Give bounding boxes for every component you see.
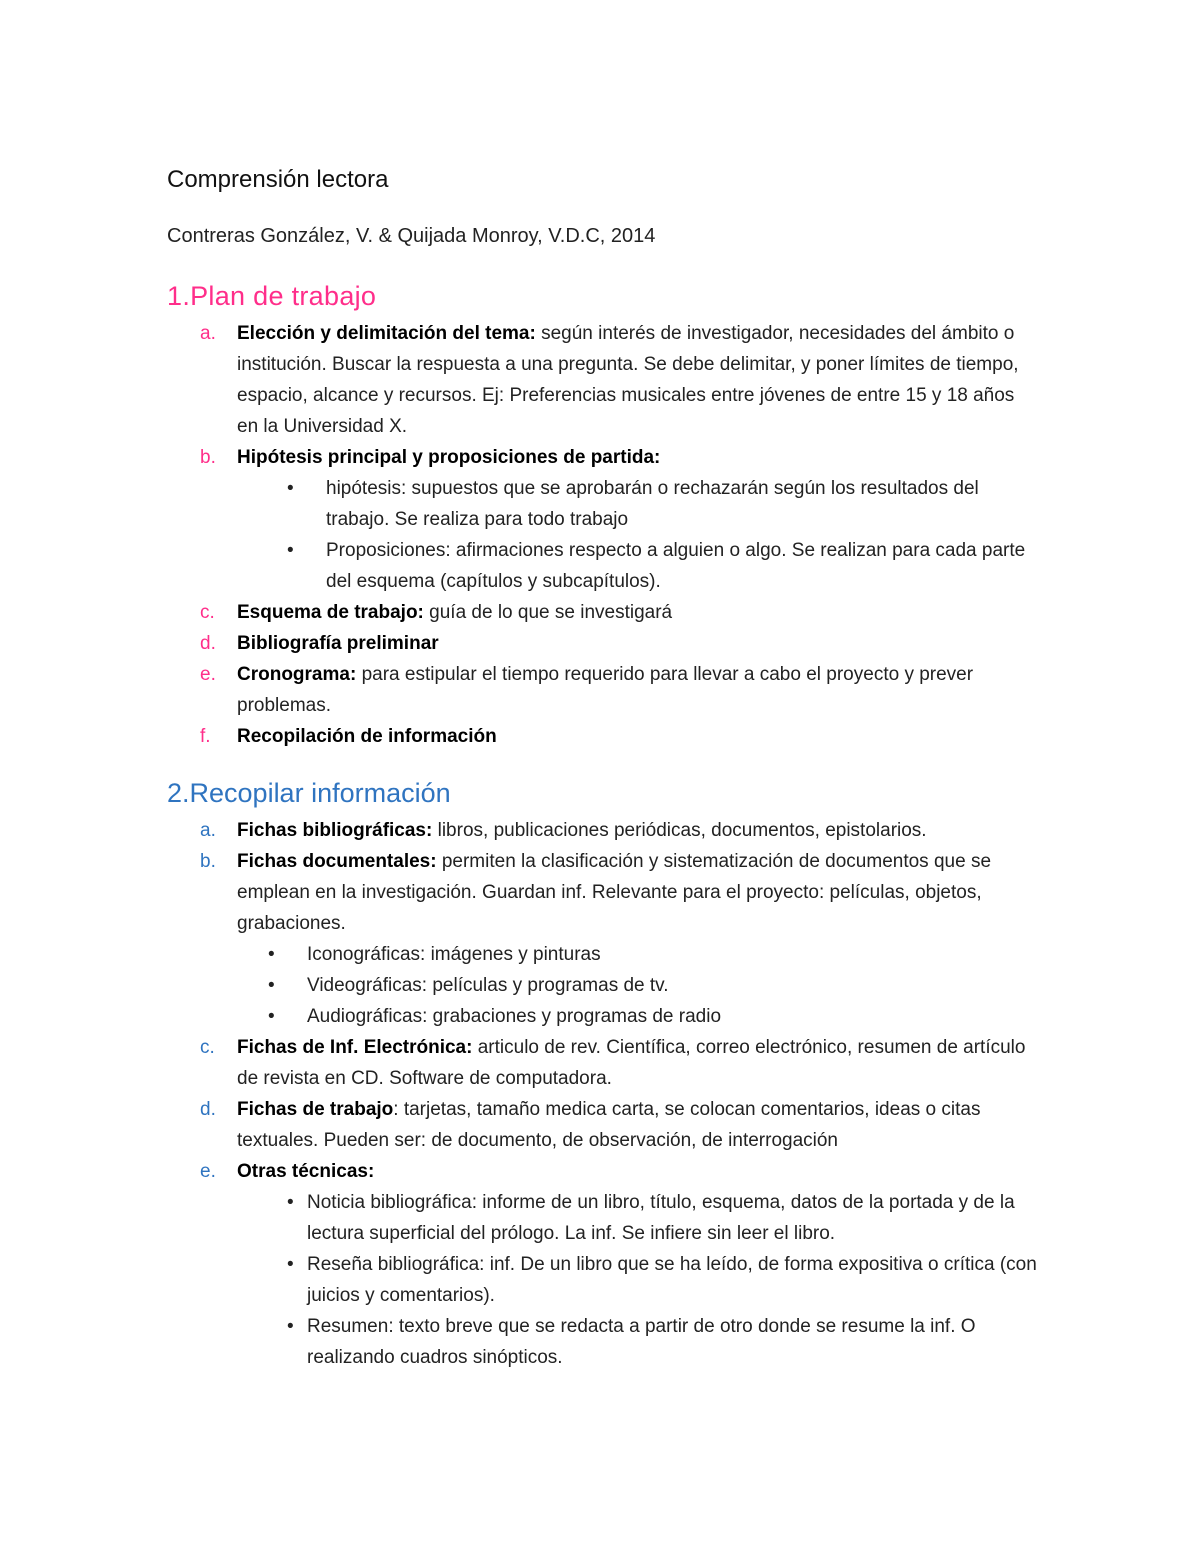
item-description: permiten la clasificación y sistematización de documentos que se emplean en la investigación. Guardan inf. Relevante para el proyecto: películas, objetos, grabaciones.	[237, 851, 992, 934]
item-description: libros, publicaciones periódicas, documentos, epistolarios.	[432, 820, 927, 841]
bullet-dot-icon: •	[287, 1254, 294, 1275]
list-item	[0, 846, 1200, 939]
list-item	[0, 721, 1200, 752]
item-term: Recopilación de información	[237, 726, 497, 747]
list-item	[0, 442, 1200, 473]
bullet-item	[0, 1249, 1200, 1311]
item-description: guía de lo que se investigará	[423, 602, 673, 623]
list-marker: d.	[200, 633, 216, 654]
list-marker: c.	[200, 1037, 215, 1058]
bullet-item	[0, 939, 1200, 970]
list-item	[0, 815, 1200, 846]
list-item	[0, 1032, 1200, 1094]
bullet-text: Resumen: texto breve que se redacta a partir de otro donde se resume la inf. O realizando cuadros sinópticos.	[307, 1316, 976, 1368]
list-marker: c.	[200, 602, 215, 623]
section-2-heading: 2.Recopilar información	[167, 778, 451, 808]
list-item	[0, 318, 1200, 442]
item-term: Elección y delimitación del tema:	[237, 323, 536, 344]
list-marker: a.	[200, 820, 216, 841]
item-description: para estipular el tiempo requerido para llevar a cabo el proyecto y prever problemas.	[237, 664, 974, 716]
item-term: Fichas de trabajo	[237, 1099, 394, 1120]
item-term: Hipótesis principal y proposiciones de partida:	[237, 447, 661, 468]
bullet-dot-icon: •	[287, 1192, 294, 1213]
document-title: Comprensión lectora	[167, 166, 389, 193]
item-term: Fichas documentales:	[237, 851, 437, 872]
bullet-item	[0, 1311, 1200, 1373]
item-term: Otras técnicas:	[237, 1161, 375, 1182]
bullet-text: Iconográficas: imágenes y pinturas	[307, 944, 601, 965]
bullet-dot-icon: •	[268, 944, 275, 965]
item-description: : tarjetas, tamaño medica carta, se colocan comentarios, ideas o citas textuales. Pueden ser: de documento, de observación, de interrogación	[237, 1099, 981, 1151]
item-term: Cronograma:	[237, 664, 357, 685]
bullet-dot-icon: •	[287, 540, 294, 561]
list-marker: f.	[200, 726, 211, 747]
list-marker: b.	[200, 447, 216, 468]
bullet-text: Audiográficas: grabaciones y programas de radio	[307, 1006, 722, 1027]
list-item	[0, 597, 1200, 628]
bullet-item	[0, 1001, 1200, 1032]
section-1-list	[0, 318, 1200, 752]
bullet-item	[0, 970, 1200, 1001]
list-marker: a.	[200, 323, 216, 344]
list-marker: e.	[200, 1161, 216, 1182]
bullet-text: Videográficas: películas y programas de tv.	[307, 975, 669, 996]
list-marker: d.	[200, 1099, 216, 1120]
bullet-text: hipótesis: supuestos que se aprobarán o rechazarán según los resultados del trabajo. Se realiza para todo trabajo	[326, 478, 979, 530]
item-description: articulo de rev. Científica, correo electrónico, resumen de artículo de revista en CD. Software de computadora.	[237, 1037, 1026, 1089]
bullet-dot-icon: •	[287, 1316, 294, 1337]
item-term: Bibliografía preliminar	[237, 633, 439, 654]
bullet-dot-icon: •	[268, 975, 275, 996]
bullet-dot-icon: •	[287, 478, 294, 499]
bullet-item	[0, 535, 1200, 597]
bullet-item	[0, 1187, 1200, 1249]
section-1-heading: 1.Plan de trabajo	[167, 281, 377, 311]
item-term: Fichas de Inf. Electrónica:	[237, 1037, 473, 1058]
list-marker: b.	[200, 851, 216, 872]
item-term: Esquema de trabajo:	[237, 602, 424, 623]
list-item	[0, 1094, 1200, 1156]
citation: Contreras González, V. & Quijada Monroy, V.D.C, 2014	[167, 225, 656, 247]
list-item	[0, 1156, 1200, 1187]
item-term: Fichas bibliográficas:	[237, 820, 433, 841]
section-2-list	[0, 815, 1200, 1373]
list-item	[0, 659, 1200, 721]
item-description: según interés de investigador, necesidades del ámbito o institución. Buscar la respuesta a una pregunta. Se debe delimitar, y poner límites de tiempo, espacio, alcance y recursos. Ej: Preferencias musicales entre jóvenes de entre 15 y 18 años en la Universidad X.	[237, 323, 1019, 437]
bullet-text: Proposiciones: afirmaciones respecto a alguien o algo. Se realizan para cada parte del esquema (capítulos y subcapítulos).	[326, 540, 1026, 592]
bullet-text: Noticia bibliográfica: informe de un libro, título, esquema, datos de la portada y de la lectura superficial del prólogo. La inf. Se infiere sin leer el libro.	[307, 1192, 1015, 1244]
bullet-item	[0, 473, 1200, 535]
bullet-dot-icon: •	[268, 1006, 275, 1027]
list-item	[0, 628, 1200, 659]
list-marker: e.	[200, 664, 216, 685]
bullet-text: Reseña bibliográfica: inf. De un libro que se ha leído, de forma expositiva o crítica (con juicios y comentarios).	[307, 1254, 1037, 1306]
